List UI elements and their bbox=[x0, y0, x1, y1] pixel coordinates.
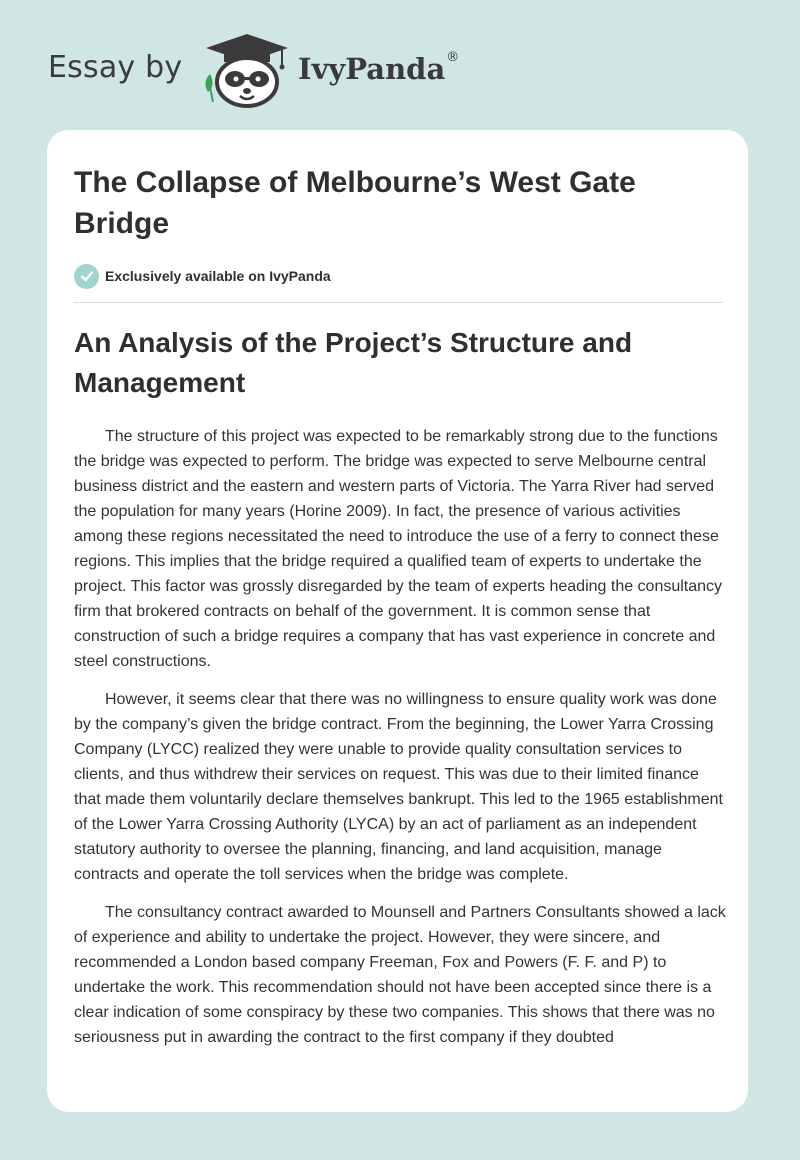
exclusive-badge bbox=[74, 263, 331, 289]
divider bbox=[74, 302, 723, 303]
essay-body bbox=[74, 424, 729, 1063]
essay-title: The Collapse of Melbourne’s West Gate Bridge bbox=[74, 166, 636, 240]
site-header bbox=[0, 0, 800, 125]
section-heading: An Analysis of the Project’s Structure and Management bbox=[74, 327, 633, 398]
essay-by-label: Essay by bbox=[48, 50, 183, 85]
brand-name[interactable] bbox=[298, 52, 459, 86]
panda-logo-icon[interactable] bbox=[200, 32, 294, 108]
paragraph-1: The structure of this project was expected to be remarkably strong due to the functions the bridge was expected to perform. The bridge was expected to serve Melbourne central business district and the eastern and western parts of Victoria. The Yarra River had served the population for many years (Horine 2009). In fact, the presence of various activities among these regions necessitated the need to introduce the use of a ferry to connect these regions. This implies that the bridge required a qualified team of experts to undertake the project. This factor was grossly disregarded by the team of experts heading the consultancy firm that brokered contracts on behalf of the government. It is common sense that construction of such a bridge requires a company that has vast experience in concrete and steel constructions. bbox=[74, 428, 723, 670]
check-icon bbox=[74, 264, 99, 289]
paragraph-3: The consultancy contract awarded to Mounsell and Partners Consultants showed a lack of experience and ability to undertake the project. However, they were sincere, and recommended a London based company Freeman, Fox and Powers (F. F. and P) to undertake the work. This recommendation should not have been accepted since there is a clear indication of some conspiracy by these two companies. This shows that there was no seriousness put in awarding the contract to the first company if they doubted bbox=[74, 904, 726, 1046]
registered-mark: ® bbox=[446, 50, 460, 65]
essay-card bbox=[47, 130, 748, 1112]
brand-text: IvyPanda bbox=[298, 52, 446, 86]
paragraph-2: However, it seems clear that there was no willingness to ensure quality work was done by the company’s given the bridge contract. From the beginning, the Lower Yarra Crossing Company (LYCC) realized they were unable to provide quality consultation services to clients, and thus withdrew their services on request. This was due to their limited finance that made them voluntarily declare themselves bankrupt. This led to the 1965 establishment of the Lower Yarra Crossing Authority (LYCA) by an act of parliament as an independent statutory authority to oversee the planning, financing, and land acquisition, manage contracts and operate the toll services when the bridge was complete. bbox=[74, 691, 723, 883]
exclusive-label: Exclusively available on IvyPanda bbox=[105, 268, 331, 284]
